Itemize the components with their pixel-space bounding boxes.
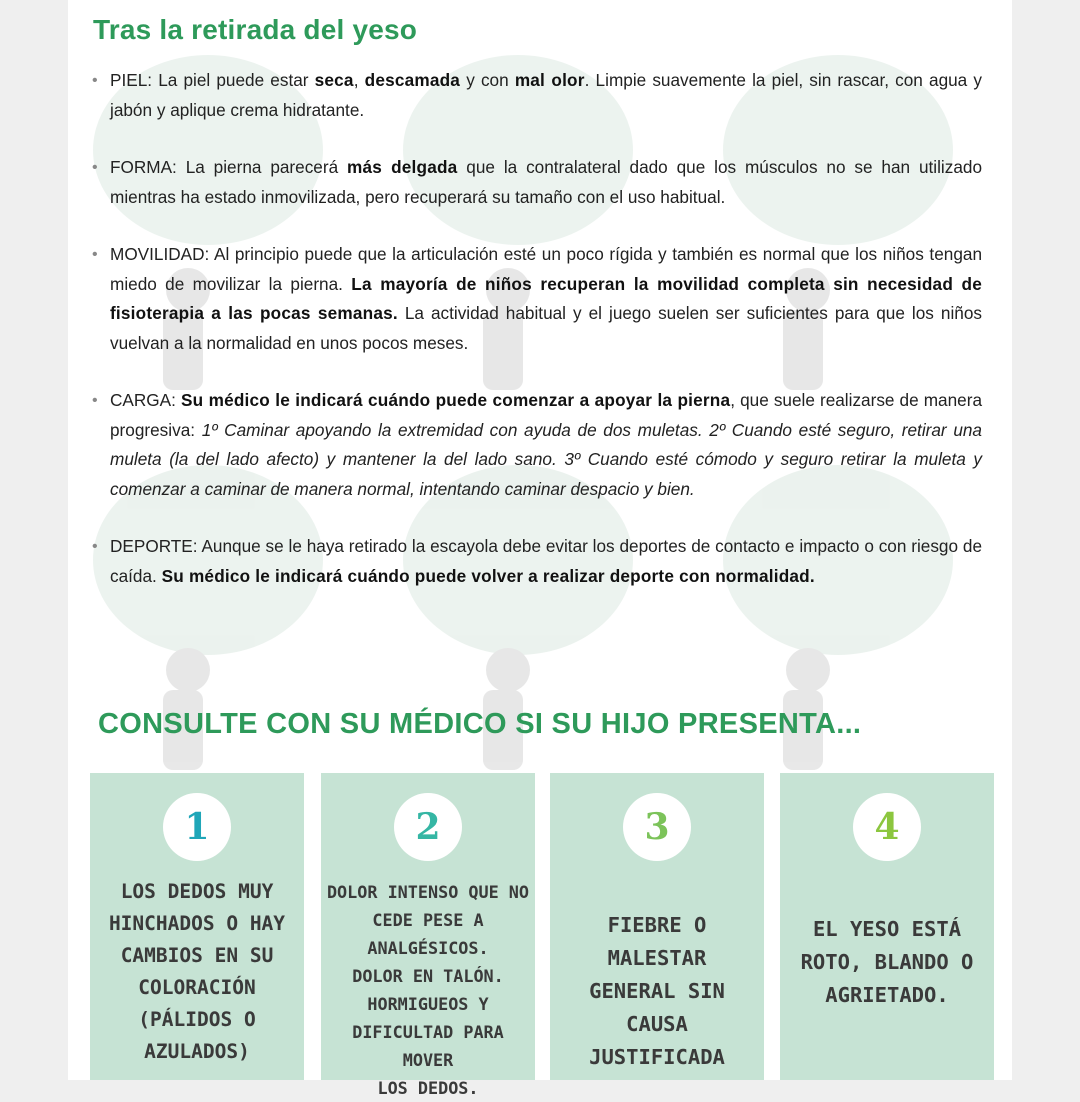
- bullet-item: [90, 532, 982, 591]
- body-text: La pierna parecerá: [176, 157, 348, 177]
- card-text-line: FIEBRE O MALESTAR: [607, 913, 707, 970]
- card-text-line: DIFICULTAD PARA MOVER: [352, 1022, 504, 1070]
- bullet-item: [90, 240, 982, 358]
- bullet-item: [90, 153, 982, 212]
- card-text-line: CEDE PESE A: [372, 910, 484, 930]
- bold-text: seca: [314, 70, 354, 90]
- bold-text: mal olor: [514, 70, 585, 90]
- body-text: La actividad habitual y el juego suelen ser suficientes para que los niños vuelvan a la normalidad en unos pocos meses.: [110, 303, 982, 353]
- bold-text: Su médico le indicará cuándo puede volver a realizar deporte con normalidad.: [161, 565, 815, 586]
- body-text: . Limpie suavemente la piel, sin rascar, con agua y jabón y aplique crema hidratante.: [110, 70, 982, 120]
- bold-text: más delgada: [347, 157, 458, 177]
- body-text: , que suele realizarse de manera progresiva:: [110, 390, 983, 440]
- body-text: Al principio puede que la articulación esté un poco rígida y también es normal que los niños tengan miedo de movilizar la pierna.: [110, 244, 982, 294]
- bullet-dot: •: [92, 392, 98, 409]
- bullet-label: PIEL:: [110, 70, 153, 90]
- card-text-line: CAUSA JUSTIFICADA: [589, 1012, 725, 1069]
- card-text-line: HORMIGUEOS Y: [367, 994, 489, 1014]
- bullet-dot: •: [92, 72, 98, 89]
- card-text-line: ROTO, BLANDO O: [800, 950, 974, 974]
- bullet-item: [90, 386, 982, 504]
- bullet-dot: •: [92, 538, 98, 555]
- card-number: 1: [163, 793, 231, 861]
- card-number: 2: [394, 793, 462, 861]
- body-text: La piel puede estar: [152, 70, 315, 90]
- bullet-label: FORMA:: [110, 157, 177, 177]
- card-text-line: EL YESO ESTÁ: [812, 917, 962, 941]
- card-text-line: HINCHADOS O HAY: [108, 912, 286, 935]
- warning-cards: [90, 773, 996, 1098]
- bullet-list: [90, 66, 982, 619]
- bold-text: descamada: [364, 70, 461, 90]
- card-text: [94, 876, 300, 1068]
- bullet-dot: •: [92, 246, 98, 263]
- body-text: ,: [353, 70, 365, 90]
- body-text: y con: [460, 70, 515, 90]
- bullet-dot: •: [92, 159, 98, 176]
- card-text-line: ANALGÉSICOS.: [367, 938, 489, 958]
- card-text-line: DOLOR INTENSO QUE NO: [326, 882, 530, 902]
- bold-text: La mayoría de niños recuperan la movilidad completa sin necesidad de fisioterapia a las pocas semanas.: [110, 273, 982, 323]
- card-text-line: COLORACIÓN: [138, 976, 256, 999]
- card-text-line: LOS DEDOS.: [377, 1078, 479, 1098]
- italic-text: 1º Caminar apoyando la extremidad con ayuda de dos muletas. 2º Cuando esté seguro, retirar una muleta (la del lado afecto) y mantener la del lado sano. 3º Cuando esté cómodo y seguro retirar la muleta y comenzar a caminar de manera normal, intentando caminar despacio y bien.: [110, 419, 982, 499]
- document-page: [68, 0, 1012, 1098]
- warning-card: [321, 773, 535, 1098]
- body-text: Aunque se le haya retirado la escayola debe evitar los deportes de contacto e impacto o con riesgo de caída.: [110, 536, 982, 586]
- card-text-line: DOLOR EN TALÓN.: [352, 966, 504, 986]
- bullet-item: [90, 66, 982, 125]
- warning-card: [550, 773, 764, 1080]
- consult-heading: CONSULTE CON SU MÉDICO SI SU HIJO PRESENTA...: [98, 708, 862, 740]
- bullet-label: CARGA:: [110, 390, 176, 410]
- card-text-line: AGRIETADO.: [825, 983, 949, 1007]
- card-text: [554, 909, 760, 1074]
- bold-text: Su médico le indicará cuándo puede comenzar a apoyar la pierna: [180, 390, 731, 410]
- bullet-label: MOVILIDAD:: [110, 244, 210, 264]
- card-number: 3: [623, 793, 691, 861]
- card-number: 4: [853, 793, 921, 861]
- warning-card: [780, 773, 994, 1080]
- body-text: que la contralateral dado que los músculos no se han utilizado mientras ha estado inmovilizada, pero recuperará su tamaño con el uso habitual.: [110, 157, 982, 207]
- page-title: Tras la retirada del yeso: [93, 14, 418, 45]
- card-text-line: (PÁLIDOS O: [138, 1008, 256, 1031]
- bullet-label: DEPORTE:: [110, 536, 198, 556]
- card-text: [325, 878, 531, 1102]
- card-text: [784, 913, 990, 1012]
- card-text-line: LOS DEDOS MUY: [120, 880, 274, 903]
- card-text-line: CAMBIOS EN SU: [120, 944, 274, 967]
- card-text-line: GENERAL SIN: [589, 979, 725, 1003]
- card-text-line: AZULADOS): [144, 1040, 250, 1063]
- warning-card: [90, 773, 304, 1080]
